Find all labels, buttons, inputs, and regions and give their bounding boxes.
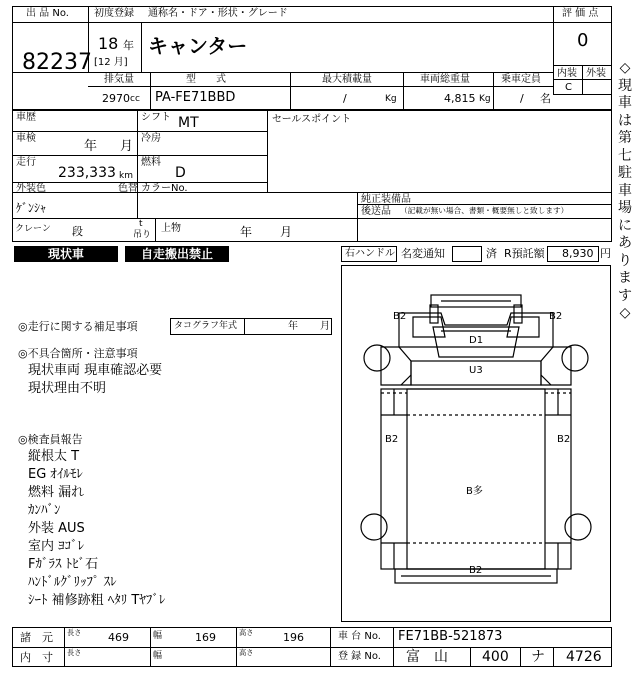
capacity-value: / — [520, 92, 524, 105]
recycle-label: 済 — [486, 247, 497, 260]
name-change-label: 名変通知 — [401, 247, 445, 260]
inner-width-label: 幅 — [153, 651, 163, 661]
model-name: キャンター — [148, 34, 248, 58]
inspector-line: Fｶﾞﾗｽ ﾄﾋﾞ石 — [28, 557, 99, 572]
side-char: 現 — [618, 77, 632, 94]
shift-label: シフト — [141, 112, 171, 123]
side-char: は — [618, 112, 632, 129]
capacity-label: 乗車定員 — [501, 74, 541, 85]
no-self-drive-badge: 自走搬出禁止 — [125, 246, 229, 262]
reg-label: 登 録 No. — [338, 651, 381, 662]
lot-no-label: 出 品 No. — [26, 8, 69, 19]
max-load-value: / — [343, 92, 347, 105]
inspector-line: ｼｰﾄ 補修跡粗 ﾍﾀﾘ Tﾔﾌﾞﾚ — [28, 593, 166, 608]
info-line — [12, 131, 267, 132]
gross-weight-value: 4,815 — [444, 92, 476, 105]
reg-month: [12 月] — [94, 57, 128, 68]
inspector-line: ﾊﾝﾄﾞﾙｸﾞﾘｯﾌﾟ ｽﾚ — [28, 575, 117, 590]
mark-roof: U3 — [469, 365, 483, 376]
gross-weight-unit: Kg — [479, 94, 491, 104]
outer-dim-label: 諸 元 — [20, 631, 53, 644]
info-line — [12, 155, 267, 156]
crane-stage-unit: 段 — [72, 225, 83, 238]
footer-divider — [470, 647, 471, 667]
inner-height-label: 高さ — [239, 649, 254, 658]
mileage-label: 走行 — [16, 157, 36, 168]
tacho-year-unit: 年 — [288, 321, 298, 332]
exterior-label: 外装 — [586, 68, 606, 79]
inner-length-label: 長さ — [67, 649, 82, 658]
fuel-label: 燃料 — [141, 157, 161, 168]
recycle-unit: 円 — [600, 247, 611, 260]
spec-divider — [150, 72, 151, 110]
info-divider — [155, 218, 156, 242]
right-hand-label: 右ハンドル — [345, 248, 395, 259]
header-divider — [553, 6, 554, 94]
gross-weight-label: 車両総重量 — [420, 74, 470, 85]
mark-bed-left: B2 — [385, 434, 399, 445]
reg-class: 400 — [482, 649, 509, 665]
info-divider — [267, 110, 268, 192]
side-char: 第 — [618, 130, 632, 146]
info-divider — [137, 110, 138, 218]
inner-dim-label: 内 寸 — [20, 651, 53, 664]
footer-divider — [236, 627, 237, 667]
aftermarket-label: 後送品 — [361, 206, 391, 217]
mark-bed-right: B2 — [557, 434, 571, 445]
oem-label: 純正装備品 — [361, 194, 411, 205]
footer-divider — [393, 627, 394, 667]
mileage-unit: km — [119, 171, 133, 181]
mark-bed-center: B多 — [466, 486, 483, 497]
height-value: 196 — [283, 631, 304, 644]
name-change-box — [452, 246, 482, 262]
model-type: PA-FE71BBD — [155, 90, 236, 105]
header-line — [12, 72, 553, 73]
side-char: 車 — [618, 182, 632, 199]
tacho-label: タコグラフ年式 — [174, 321, 238, 331]
side-char: に — [618, 217, 632, 234]
spec-divider — [493, 72, 494, 110]
type-label: 型 式 — [186, 74, 226, 85]
displacement-unit: cc — [130, 94, 140, 104]
footer-divider — [64, 627, 65, 667]
length-label: 長さ — [67, 629, 82, 638]
mark-cab-right: B2 — [549, 311, 563, 322]
ac-label: 冷房 — [141, 133, 161, 144]
defect-line: 現状理由不明 — [28, 381, 107, 396]
inspection-month-unit: 月 — [120, 139, 134, 154]
inspector-line: 外装 AUS — [28, 521, 85, 536]
inspector-line: 縦根太 T — [28, 449, 80, 464]
score-label: 評 価 点 — [562, 8, 599, 19]
inspection-label: 車検 — [16, 133, 36, 144]
header-line — [12, 22, 612, 23]
chassis-value: FE71BB-521873 — [398, 629, 503, 644]
displacement-label: 排気量 — [104, 74, 134, 85]
reg-kana: ナ — [531, 649, 545, 665]
info-divider — [357, 192, 358, 218]
width-value: 169 — [195, 631, 216, 644]
fuel-value: D — [175, 165, 186, 181]
crane-label: クレーン — [15, 224, 51, 234]
crane-ton-unit: t — [139, 219, 143, 229]
history-label: 車歴 — [16, 112, 36, 123]
tacho-month-unit: 月 — [320, 321, 330, 332]
aftermarket-note: （記載が無い場合、書類・概要無しと致します） — [400, 207, 569, 216]
mark-windshield: D1 — [469, 335, 484, 346]
defects-title: ◎不具合箇所・注意事項 — [18, 347, 138, 360]
color-value: ｹﾞﾝｼｬ — [16, 201, 47, 215]
crane-hook-unit: 吊り — [133, 230, 152, 240]
side-char: り — [618, 252, 632, 269]
mark-cab-left: B2 — [393, 311, 407, 322]
side-char: 駐 — [618, 165, 632, 181]
capacity-unit: 名 — [540, 92, 551, 105]
spec-divider — [290, 72, 291, 110]
shift-value: MT — [178, 115, 199, 131]
recycle-deposit-value: 8,930 — [562, 247, 594, 260]
side-char: ◇ — [619, 60, 631, 76]
interior-grade: C — [565, 82, 572, 93]
side-char: あ — [618, 235, 632, 251]
sales-point-label: セールスポイント — [272, 114, 352, 125]
mileage-value: 233,333 — [58, 165, 116, 181]
max-load-unit: Kg — [385, 94, 397, 104]
model-name-label: 通称名・ドア・形状・グレード — [148, 8, 288, 19]
body-year-unit: 年 — [240, 225, 253, 239]
length-value: 469 — [108, 631, 129, 644]
side-char: す — [618, 287, 632, 304]
footer-line — [12, 647, 612, 648]
inspector-title: ◎検査員報告 — [18, 433, 83, 446]
side-char: 車 — [618, 95, 632, 111]
body-month-unit: 月 — [280, 225, 293, 239]
inspection-year-unit: 年 — [84, 139, 98, 154]
side-char: 場 — [618, 200, 632, 216]
interior-label: 内装 — [557, 68, 577, 79]
inspector-line: ｶﾝﾊﾞﾝ — [28, 503, 61, 518]
mark-rear: B2 — [469, 565, 483, 576]
side-char: ◇ — [619, 305, 631, 321]
reg-year: 18 — [98, 34, 119, 53]
footer-divider — [553, 647, 554, 667]
inspector-line: 室内 ﾖｺﾞﾚ — [28, 539, 85, 554]
footer-divider — [520, 647, 521, 667]
side-notice — [613, 60, 637, 323]
first-reg-label: 初度登録 — [94, 8, 134, 19]
footer-divider — [150, 627, 151, 667]
info-divider — [357, 218, 358, 242]
displacement-value: 2970 — [102, 92, 130, 105]
side-char: ま — [618, 270, 632, 286]
spec-divider — [403, 72, 404, 110]
defect-line: 現状車両 現車確認必要 — [28, 363, 163, 378]
color-label: 外装色 — [16, 183, 46, 194]
inspector-line: EG ｵｲﾙﾓﾚ — [28, 467, 83, 482]
score-value: 0 — [577, 30, 589, 51]
reg-area: 富 山 — [406, 649, 448, 665]
color-change-label: 色替 — [118, 183, 138, 194]
height-label: 高さ — [239, 629, 254, 638]
crane-row — [12, 218, 357, 242]
reg-year-unit: 年 — [123, 39, 134, 52]
header-line — [553, 79, 612, 80]
info-line — [12, 192, 612, 193]
width-label: 幅 — [153, 631, 163, 641]
tacho-divider — [244, 318, 245, 335]
side-char: 七 — [618, 147, 632, 164]
driving-title: ◎走行に関する補足事項 — [18, 320, 138, 333]
max-load-label: 最大積載量 — [322, 74, 372, 85]
lot-no: 82237 — [22, 50, 92, 75]
header-divider — [141, 22, 142, 72]
chassis-label: 車 台 No. — [338, 631, 381, 642]
body-label: 上物 — [161, 223, 181, 234]
inspector-line: 燃料 漏れ — [28, 485, 85, 500]
reg-number: 4726 — [566, 649, 602, 665]
current-vehicle-badge: 現状車 — [14, 246, 118, 262]
header-line — [553, 94, 612, 95]
recycle-deposit-label: R預託額 — [504, 247, 545, 260]
footer-divider — [330, 627, 331, 667]
info-line — [12, 182, 267, 183]
color-no-label: カラーNo. — [141, 183, 188, 194]
spec-line — [88, 86, 553, 87]
